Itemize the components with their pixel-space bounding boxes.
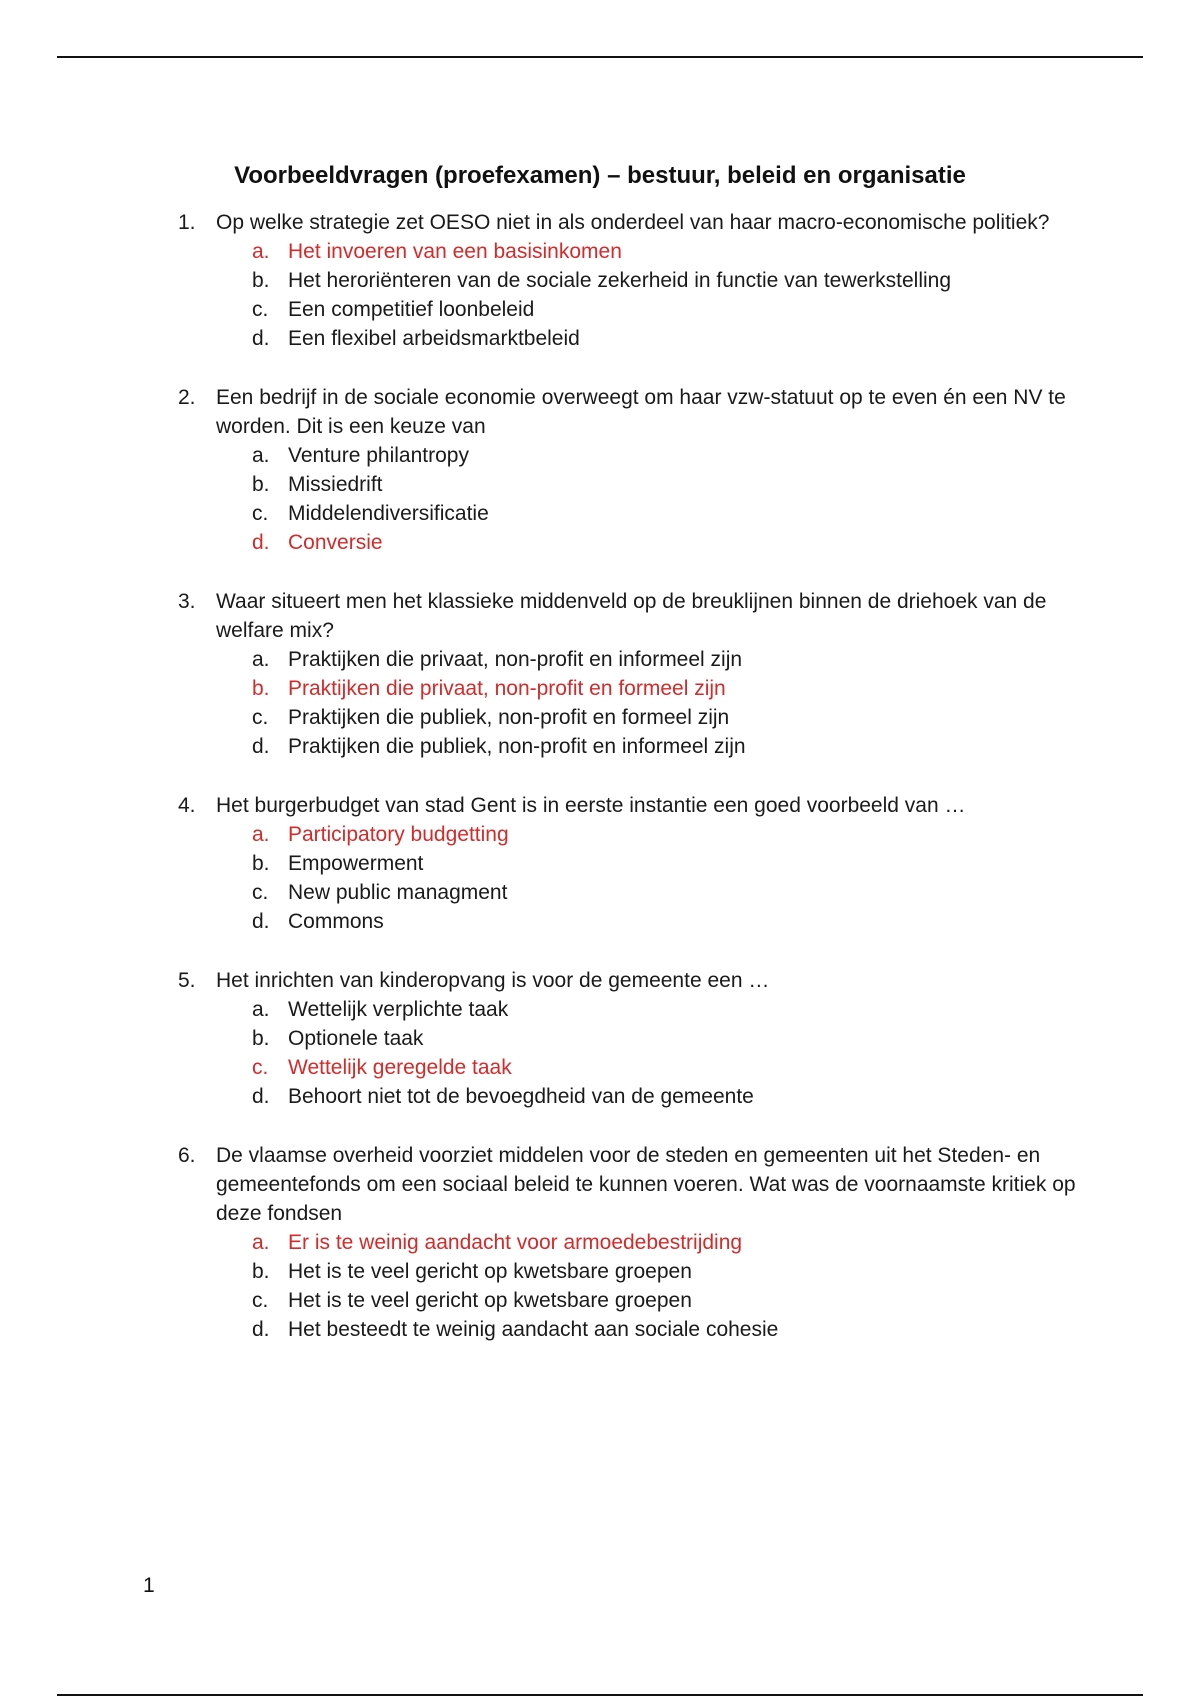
answer-option [252, 1024, 1078, 1053]
answer-text: Een competitief loonbeleid [288, 298, 535, 321]
answer-list [178, 820, 1078, 936]
answer-option-correct [252, 1228, 1078, 1257]
answer-text: Conversie [288, 531, 383, 554]
question-item-5 [178, 966, 1078, 1111]
answer-text: Middelendiversificatie [288, 502, 489, 525]
answer-letter: b. [252, 1027, 270, 1050]
question-item-1 [178, 208, 1078, 353]
answer-letter: a. [252, 998, 270, 1021]
answer-list [178, 237, 1078, 353]
answer-option [252, 878, 1078, 907]
answer-letter: d. [252, 735, 270, 758]
answer-letter: a. [252, 1231, 270, 1254]
question-number: 4. [178, 794, 196, 817]
answer-option [252, 1286, 1078, 1315]
answer-option-correct [252, 1053, 1078, 1082]
answer-letter: a. [252, 648, 270, 671]
answer-letter: b. [252, 269, 270, 292]
answer-letter: d. [252, 531, 270, 554]
answer-letter: d. [252, 1085, 270, 1108]
answer-text: Praktijken die privaat, non-profit en informeel zijn [288, 648, 743, 671]
question-list [178, 208, 1078, 1374]
answer-option [252, 266, 1078, 295]
answer-option [252, 499, 1078, 528]
answer-text: Er is te weinig aandacht voor armoedebestrijding [288, 1231, 743, 1254]
question-text: De vlaamse overheid voorziet middelen voor de steden en gemeenten uit het Steden- en gemeentefonds om een sociaal beleid te kunnen voeren. Wat was de voornaamste kritiek op deze fondsen [216, 1144, 1076, 1225]
answer-letter: c. [252, 1289, 269, 1312]
answer-text: Praktijken die publiek, non-profit en formeel zijn [288, 706, 730, 729]
answer-text: Een flexibel arbeidsmarktbeleid [288, 327, 580, 350]
answer-text: Het is te veel gericht op kwetsbare groepen [288, 1260, 692, 1283]
answer-letter: d. [252, 327, 270, 350]
answer-option [252, 1257, 1078, 1286]
question-item-2 [178, 383, 1078, 557]
answer-list [178, 441, 1078, 557]
document-title: Voorbeeldvragen (proefexamen) – bestuur, beleid en organisatie [234, 162, 966, 190]
question-text: Het inrichten van kinderopvang is voor de gemeente een … [216, 969, 770, 992]
answer-option-correct [252, 674, 1078, 703]
answer-option [252, 470, 1078, 499]
answer-list [178, 645, 1078, 761]
question-item-3 [178, 587, 1078, 761]
answer-letter: b. [252, 473, 270, 496]
question-item-6 [178, 1141, 1078, 1344]
question-number: 5. [178, 969, 196, 992]
header-rule [57, 56, 1143, 58]
answer-text: Het besteedt te weinig aandacht aan sociale cohesie [288, 1318, 779, 1341]
answer-option [252, 907, 1078, 936]
answer-list [178, 995, 1078, 1111]
answer-letter: c. [252, 1056, 269, 1079]
question-text: Op welke strategie zet OESO niet in als onderdeel van haar macro-economische politiek? [216, 211, 1050, 234]
question-text: Het burgerbudget van stad Gent is in eerste instantie een goed voorbeeld van … [216, 794, 966, 817]
answer-letter: d. [252, 910, 270, 933]
question-number: 6. [178, 1144, 196, 1167]
answer-text: Praktijken die publiek, non-profit en informeel zijn [288, 735, 746, 758]
answer-text: Praktijken die privaat, non-profit en formeel zijn [288, 677, 726, 700]
answer-letter: d. [252, 1318, 270, 1341]
answer-option [252, 1082, 1078, 1111]
question-item-4 [178, 791, 1078, 936]
answer-letter: c. [252, 298, 269, 321]
answer-text: Behoort niet tot de bevoegdheid van de gemeente [288, 1085, 754, 1108]
answer-letter: a. [252, 823, 270, 846]
answer-letter: b. [252, 677, 270, 700]
answer-text: Venture philantropy [288, 444, 469, 467]
answer-option [252, 703, 1078, 732]
answer-text: Optionele taak [288, 1027, 424, 1050]
answer-letter: c. [252, 502, 269, 525]
answer-option [252, 295, 1078, 324]
answer-letter: a. [252, 444, 270, 467]
answer-letter: b. [252, 852, 270, 875]
question-number: 1. [178, 211, 196, 234]
answer-option [252, 1315, 1078, 1344]
answer-option [252, 324, 1078, 353]
question-number: 3. [178, 590, 196, 613]
answer-option [252, 645, 1078, 674]
answer-option-correct [252, 528, 1078, 557]
answer-letter: c. [252, 706, 269, 729]
page-number: 1 [143, 1574, 155, 1597]
answer-list [178, 1228, 1078, 1344]
answer-text: Participatory budgetting [288, 823, 509, 846]
answer-option-correct [252, 237, 1078, 266]
question-text: Waar situeert men het klassieke middenveld op de breuklijnen binnen de driehoek van de welfare mix? [216, 590, 1047, 642]
answer-text: Empowerment [288, 852, 424, 875]
answer-text: Commons [288, 910, 384, 933]
answer-text: Het heroriënteren van de sociale zekerheid in functie van tewerkstelling [288, 269, 952, 292]
answer-letter: a. [252, 240, 270, 263]
answer-text: Wettelijk geregelde taak [288, 1056, 512, 1079]
answer-option-correct [252, 820, 1078, 849]
answer-option [252, 849, 1078, 878]
answer-option [252, 441, 1078, 470]
answer-text: Wettelijk verplichte taak [288, 998, 509, 1021]
footer-rule [57, 1694, 1143, 1696]
answer-letter: b. [252, 1260, 270, 1283]
answer-option [252, 995, 1078, 1024]
answer-text: New public managment [288, 881, 508, 904]
answer-text: Het is te veel gericht op kwetsbare groepen [288, 1289, 692, 1312]
question-text: Een bedrijf in de sociale economie overweegt om haar vzw-statuut op te even én een NV te worden. Dit is een keuze van [216, 386, 1066, 438]
answer-text: Missiedrift [288, 473, 383, 496]
answer-text: Het invoeren van een basisinkomen [288, 240, 622, 263]
question-number: 2. [178, 386, 196, 409]
answer-option [252, 732, 1078, 761]
answer-letter: c. [252, 881, 269, 904]
